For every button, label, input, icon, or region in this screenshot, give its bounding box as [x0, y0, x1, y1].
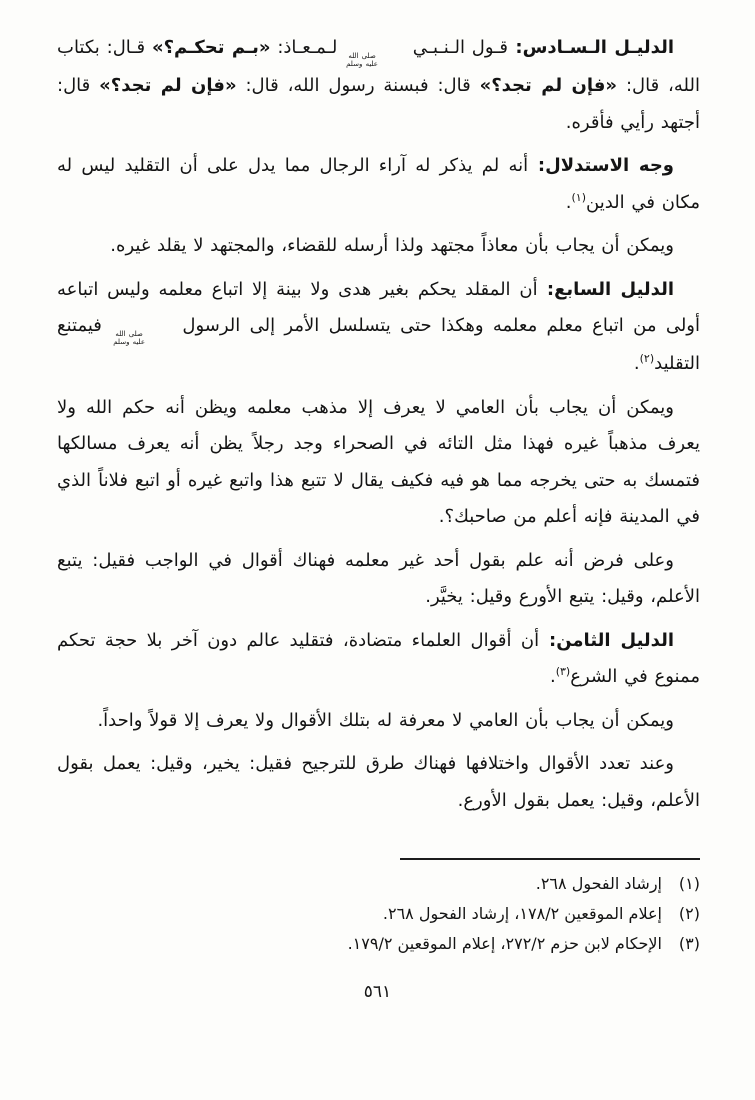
heading-run: وجه الاستدلال: — [528, 155, 674, 176]
footnote-item — [57, 869, 700, 899]
body-text — [57, 30, 700, 826]
text-run: أن المقلد يحكم بغير هدى ولا بينة إلا اتباع معلمه وليس اتباعه أولى من اتباع معلم معلمه وهكذا حتى يتسلسل الأمر إلى الرسول — [57, 278, 701, 336]
text-run: قـال: بكتاب الله، قال: — [57, 37, 700, 96]
paragraph — [57, 623, 700, 696]
text-run: ويمكن أن يجاب بأن معاذاً مجتهد ولذا أرسله للقضاء، والمجتهد لا يقلد غيره. — [110, 235, 674, 256]
heading-run: الدليـل الـسـادس: — [508, 37, 674, 58]
footnote-marker: (٢) — [678, 904, 700, 923]
paragraph — [57, 30, 700, 141]
text-run: أنه لم يذكر له آراء الرجال مما يدل على أن التقليد ليس له مكان في الدين — [57, 155, 700, 213]
paragraph — [57, 746, 700, 819]
text-run: فيمتنع التقليد — [57, 315, 700, 374]
text-run: وعند تعدد الأقوال واختلافها فهناك طرق للترجيح فقيل: يخير، وقيل: يعمل بقول الأعلم، وقيل: يعمل بقول الأورع. — [57, 753, 700, 811]
text-run: . — [565, 191, 572, 213]
heading-run: الدليل السابع: — [537, 278, 675, 300]
text-run: قـول الـنـبـي — [405, 37, 509, 58]
text-run: ويمكن أن يجاب بأن العامي لا يعرف إلا مذهب معلمه ويظن أنه حكم الله ولا يعرف مذهباً غيره فهذا مثل التائه في الصحراء وجد رجلاً يظن أنه يعرف مسالكها فتمسك به حتى يخرجه مما هو فيه فكيف يقال لا تتبع هذا واتبع غيره أو اتبع فلاناً الذي في المدينة فإنه أعلم من صاحبك؟. — [57, 396, 700, 527]
footnote-item — [57, 929, 700, 959]
footnote-marker: (١) — [678, 874, 700, 893]
footnote-text: الإحكام لابن حزم ٢٧٢/٢، إعلام الموقعين ١٧٩/٢. — [347, 934, 662, 953]
footnote-ref: (٣) — [555, 665, 571, 678]
heading-run: «فإن لم تجد؟» — [479, 75, 618, 96]
heading-run: الدليل الثامن: — [539, 629, 675, 651]
text-run: ويمكن أن يجاب بأن العامي لا معرفة له بتلك الأقوال ولا يعرف إلا قولاً واحداً. — [97, 709, 674, 731]
footnote-ref: (٢) — [639, 352, 655, 365]
footnote-rule — [400, 858, 700, 860]
footnote-item — [57, 899, 700, 929]
text-run: لـمـعـاذ: — [270, 37, 345, 58]
text-run: قال: أجتهد رأيي فأقره. — [57, 75, 700, 133]
paragraph — [57, 272, 700, 383]
text-run: . — [549, 666, 556, 687]
footnotes-list — [57, 869, 700, 959]
text-run: أن أقوال العلماء متضادة، فتقليد عالم دون آخر بلا حجة تحكم ممنوع في الشرع — [57, 629, 700, 687]
prophet-salutation-icon: صلى الله عليه وسلم — [113, 330, 146, 346]
paragraph — [57, 543, 700, 616]
heading-run: «فإن لم تجد؟» — [99, 75, 237, 96]
paragraph — [57, 703, 700, 740]
prophet-salutation-icon: صلى الله عليه وسلم — [346, 52, 378, 68]
paragraph — [57, 390, 700, 536]
footnotes-section — [57, 858, 700, 959]
footnote-ref: (١) — [571, 190, 587, 204]
footnote-marker: (٣) — [678, 934, 700, 953]
paragraph — [57, 228, 700, 265]
footnote-text: إرشاد الفحول ٢٦٨. — [535, 874, 662, 893]
text-run: . — [633, 353, 640, 374]
text-run: وعلى فرض أنه علم بقول أحد غير معلمه فهناك أقوال في الواجب فقيل: يتبع الأعلم، وقيل: يتبع الأورع وقيل: يخيَّر. — [57, 549, 700, 607]
heading-run: «بـم تحكـم؟» — [151, 37, 271, 58]
text-run: قال: فبسنة رسول الله، قال: — [236, 75, 480, 96]
footnote-text: إعلام الموقعين ١٧٨/٢، إرشاد الفحول ٢٦٨. — [382, 904, 662, 923]
paragraph — [57, 148, 700, 221]
page-number: ٥٦١ — [363, 982, 392, 1002]
